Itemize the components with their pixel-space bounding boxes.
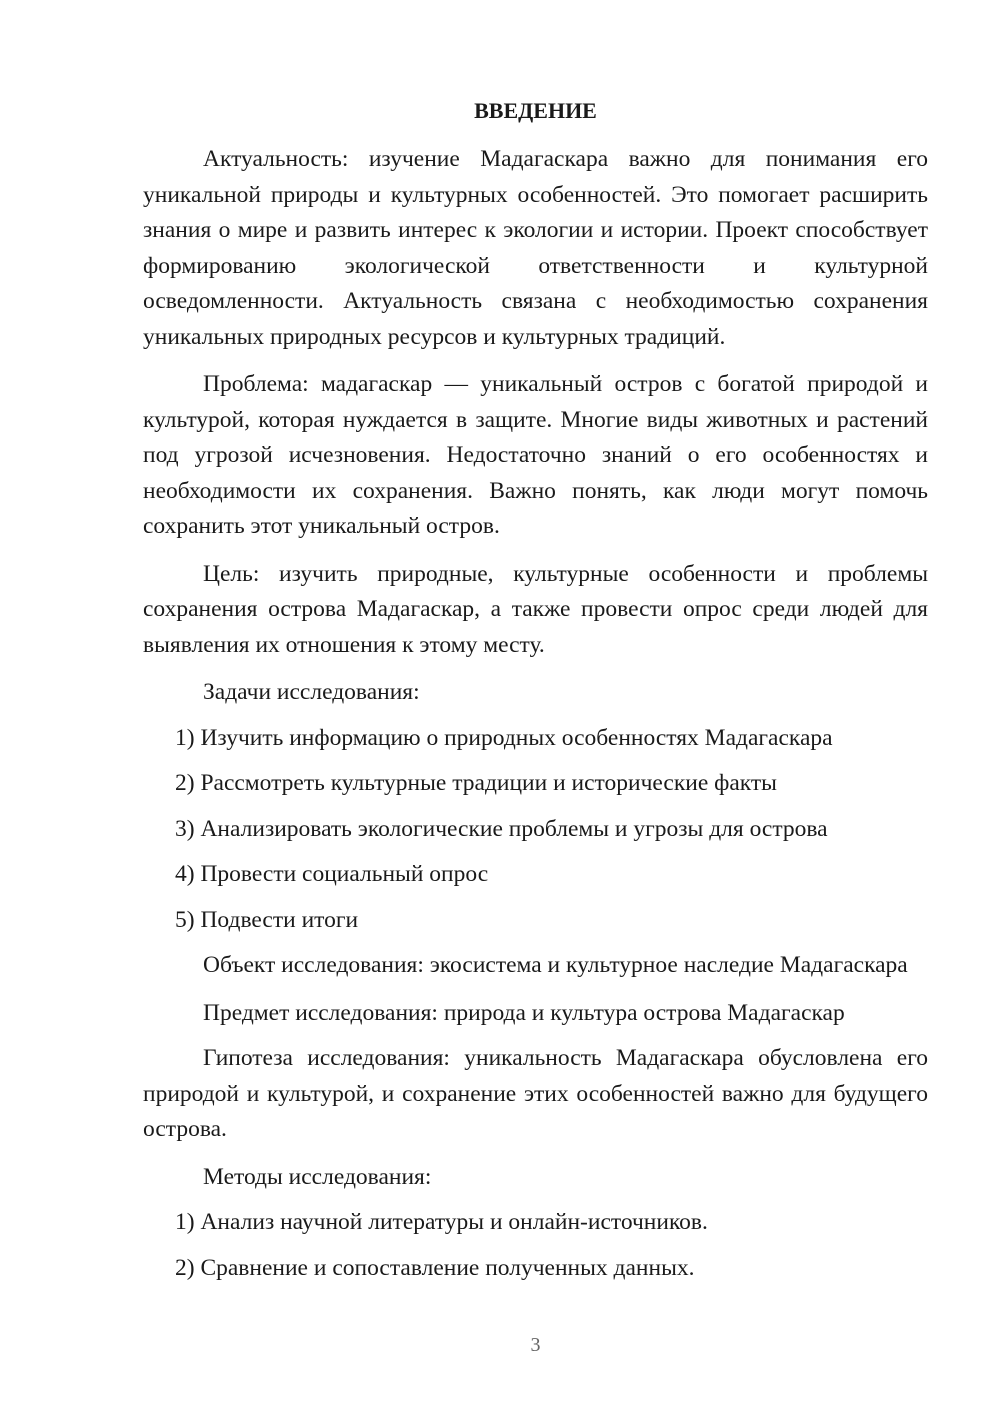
tasks-heading: Задачи исследования: <box>203 679 420 705</box>
page-number: 3 <box>530 1334 541 1356</box>
hypothesis-paragraph: Гипотеза исследования: уникальность Мадагаскара обусловлена его природой и культурой, и сохранение этих особенностей важно для будущего острова. <box>143 1045 928 1142</box>
task-item: 4) Провести социальный опрос <box>175 861 489 887</box>
method-item: 1) Анализ научной литературы и онлайн-источников. <box>175 1209 708 1235</box>
page-title: ВВЕДЕНИЕ <box>474 98 597 123</box>
task-item: 2) Рассмотреть культурные традиции и исторические факты <box>175 770 777 796</box>
document-page <box>143 0 928 1414</box>
task-item: 5) Подвести итоги <box>175 906 359 933</box>
relevance-paragraph: Актуальность: изучение Мадагаскара важно для понимания его уникальной природы и культурных особенностей. Это помогает расширить знания о мире и развить интерес к экологии и истории. Проект способствует формированию экологической ответственности и культурной осведомленности. Актуальность связана с необходимостью сохранения уникальных природных ресурсов и культурных традиций. <box>143 146 928 350</box>
problem-paragraph: Проблема: мадагаскар — уникальный остров с богатой природой и культурой, которая нуждается в защите. Многие виды животных и растений под угрозой исчезновения. Недостаточно знаний о его особенностях и необходимости их сохранения. Важно понять, как люди могут помочь сохранить этот уникальный остров. <box>143 371 928 539</box>
method-item: 2) Сравнение и сопоставление полученных данных. <box>175 1254 695 1281</box>
page-content <box>143 142 928 1296</box>
methods-heading: Методы исследования: <box>203 1163 432 1190</box>
task-item: 1) Изучить информацию о природных особенностях Мадагаскара <box>175 724 833 751</box>
object-paragraph: Объект исследования: экосистема и культурное наследие Мадагаскара <box>203 952 908 978</box>
subject-paragraph: Предмет исследования: природа и культура острова Мадагаскар <box>203 999 845 1026</box>
goal-paragraph: Цель: изучить природные, культурные особенности и проблемы сохранения острова Мадагаскар, а также провести опрос среди людей для выявления их отношения к этому месту. <box>143 560 928 658</box>
task-item: 3) Анализировать экологические проблемы и угрозы для острова <box>175 815 828 842</box>
